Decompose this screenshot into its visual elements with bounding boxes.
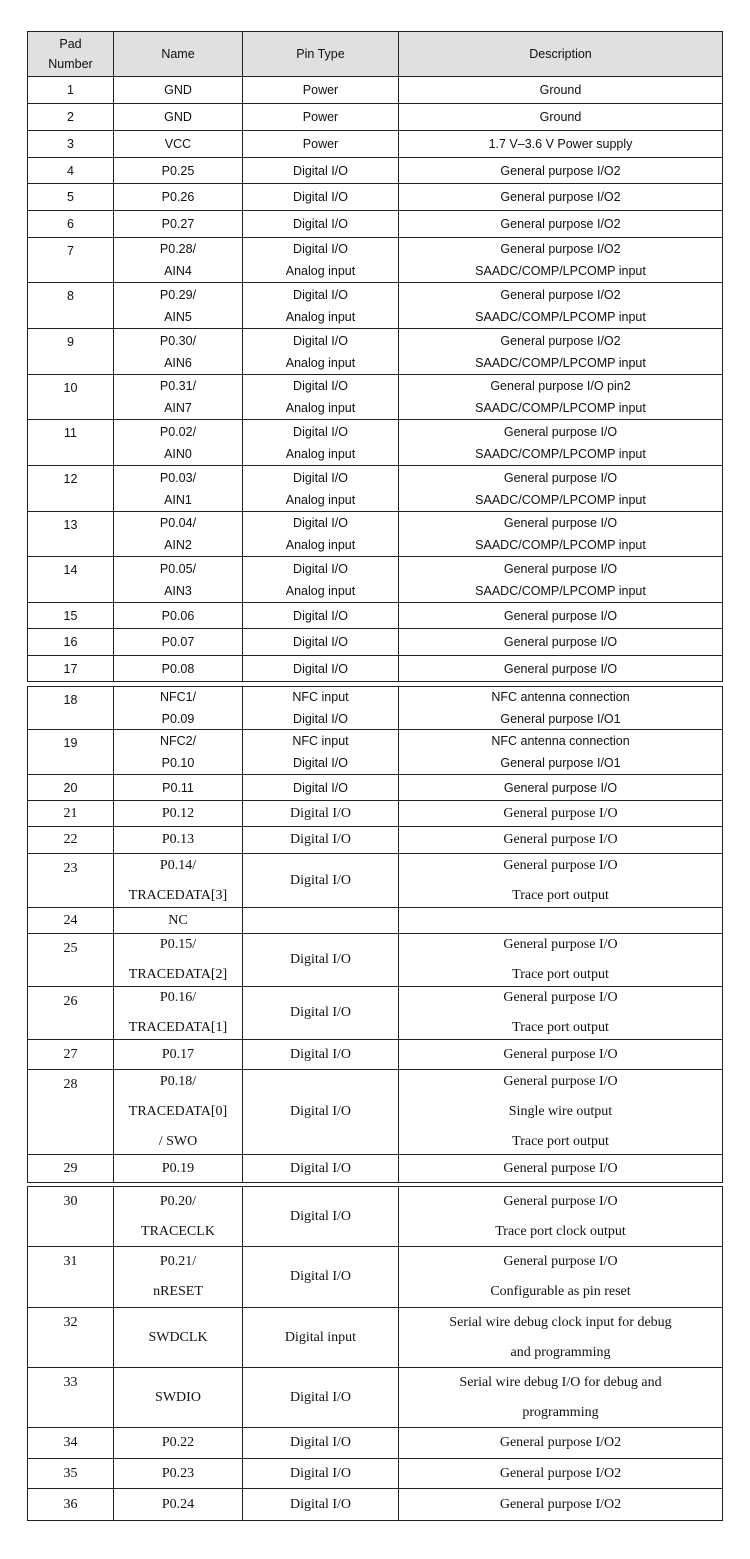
table-row (27, 420, 723, 466)
pad-number-cell: 1 (27, 77, 114, 103)
table-row (27, 1070, 723, 1155)
name-cell: SWDIO (114, 1368, 243, 1427)
pin-type-cell: Digital I/O (243, 158, 399, 183)
name-cell: P0.06 (114, 603, 243, 628)
table-row (27, 603, 723, 629)
name-cell: P0.02/ AIN0 (114, 420, 243, 465)
pad-number-cell: 36 (27, 1489, 114, 1520)
pin-type-cell: Digital I/O (243, 1247, 399, 1307)
name-cell: P0.05/ AIN3 (114, 557, 243, 602)
pad-number-cell: 29 (27, 1155, 114, 1182)
pin-type-cell: Power (243, 77, 399, 103)
table-row (27, 854, 723, 908)
description-cell: NFC antenna connection General purpose I/O1 (399, 730, 723, 774)
table-row (27, 104, 723, 131)
table-row (27, 1186, 723, 1247)
pin-type-cell: Power (243, 131, 399, 157)
pad-number-cell: 27 (27, 1040, 114, 1069)
header-pad-number: Pad Number (27, 32, 114, 76)
pad-number-cell: 9 (27, 329, 114, 374)
description-cell: General purpose I/O Trace port output (399, 987, 723, 1039)
pad-number-cell: 2 (27, 104, 114, 130)
pad-number-cell: 17 (27, 656, 114, 681)
pin-type-cell: Digital I/O (243, 1368, 399, 1427)
description-cell: Ground (399, 104, 723, 130)
name-cell: P0.25 (114, 158, 243, 183)
pin-type-cell: Digital I/O (243, 1040, 399, 1069)
table-header-row (27, 31, 723, 77)
pad-number-cell: 23 (27, 854, 114, 907)
table-row (27, 987, 723, 1040)
pin-type-cell: NFC input Digital I/O (243, 730, 399, 774)
table-row (27, 158, 723, 184)
table-row (27, 512, 723, 557)
description-cell: 1.7 V–3.6 V Power supply (399, 131, 723, 157)
name-cell: NC (114, 908, 243, 933)
pad-number-cell: 7 (27, 238, 114, 282)
pin-type-cell: Digital I/O (243, 603, 399, 628)
table-row (27, 1155, 723, 1183)
pad-number-cell: 34 (27, 1428, 114, 1458)
pad-number-cell: 20 (27, 775, 114, 800)
description-cell: General purpose I/O (399, 801, 723, 826)
table-row (27, 1308, 723, 1368)
name-cell: P0.17 (114, 1040, 243, 1069)
description-cell: General purpose I/O2 (399, 158, 723, 183)
table-row (27, 184, 723, 211)
description-cell: General purpose I/O2 SAADC/COMP/LPCOMP input (399, 238, 723, 282)
table-row (27, 801, 723, 827)
name-cell: P0.30/ AIN6 (114, 329, 243, 374)
description-cell: General purpose I/O (399, 1155, 723, 1182)
pin-type-cell: Digital I/O (243, 1459, 399, 1488)
name-cell: VCC (114, 131, 243, 157)
pad-number-cell: 31 (27, 1247, 114, 1307)
pin-type-cell: Digital I/O Analog input (243, 329, 399, 374)
description-cell: General purpose I/O (399, 1040, 723, 1069)
name-cell: GND (114, 77, 243, 103)
name-cell: P0.14/ TRACEDATA[3] (114, 854, 243, 907)
description-cell: Ground (399, 77, 723, 103)
pin-type-cell: Digital I/O (243, 854, 399, 907)
description-cell: General purpose I/O (399, 629, 723, 655)
pin-type-cell: Digital I/O (243, 656, 399, 681)
pad-number-cell: 33 (27, 1368, 114, 1427)
description-cell: General purpose I/O Trace port clock output (399, 1187, 723, 1246)
description-cell: Serial wire debug clock input for debug and programming (399, 1308, 723, 1367)
table-row (27, 1040, 723, 1070)
description-cell: General purpose I/O2 SAADC/COMP/LPCOMP input (399, 329, 723, 374)
pad-number-cell: 22 (27, 827, 114, 853)
pad-number-cell: 26 (27, 987, 114, 1039)
description-cell: General purpose I/O pin2 SAADC/COMP/LPCOMP input (399, 375, 723, 419)
description-cell: General purpose I/O (399, 775, 723, 800)
description-cell: General purpose I/O (399, 603, 723, 628)
pin-type-cell: Digital I/O (243, 1187, 399, 1246)
pin-type-cell: Digital I/O Analog input (243, 466, 399, 511)
pad-number-cell: 8 (27, 283, 114, 328)
table-row (27, 730, 723, 775)
table-row (27, 775, 723, 801)
description-cell: General purpose I/O SAADC/COMP/LPCOMP input (399, 557, 723, 602)
name-cell: P0.28/ AIN4 (114, 238, 243, 282)
description-cell: General purpose I/O2 (399, 211, 723, 237)
pad-number-cell: 12 (27, 466, 114, 511)
description-cell: General purpose I/O2 (399, 1459, 723, 1488)
table-row (27, 557, 723, 603)
pad-number-cell: 30 (27, 1187, 114, 1246)
table-row (27, 1459, 723, 1489)
description-cell: General purpose I/O2 (399, 1428, 723, 1458)
pad-number-cell: 25 (27, 934, 114, 986)
pin-type-cell: Digital I/O (243, 1428, 399, 1458)
pad-number-cell: 21 (27, 801, 114, 826)
table-row (27, 375, 723, 420)
name-cell: P0.19 (114, 1155, 243, 1182)
name-cell: P0.29/ AIN5 (114, 283, 243, 328)
name-cell: P0.16/ TRACEDATA[1] (114, 987, 243, 1039)
name-cell: P0.13 (114, 827, 243, 853)
name-cell: NFC1/ P0.09 (114, 687, 243, 729)
pin-type-cell: Digital I/O Analog input (243, 420, 399, 465)
table-row (27, 131, 723, 158)
description-cell: General purpose I/O (399, 656, 723, 681)
table-row (27, 77, 723, 104)
pad-number-cell: 14 (27, 557, 114, 602)
pin-type-cell: Digital I/O (243, 775, 399, 800)
pin-type-cell: Digital I/O Analog input (243, 238, 399, 282)
pin-type-cell: Digital input (243, 1308, 399, 1367)
pin-type-cell: Digital I/O (243, 184, 399, 210)
pad-number-cell: 10 (27, 375, 114, 419)
pad-number-cell: 5 (27, 184, 114, 210)
pin-type-cell: Digital I/O Analog input (243, 283, 399, 328)
description-cell: General purpose I/O (399, 827, 723, 853)
table-row (27, 1247, 723, 1308)
table-row (27, 1489, 723, 1521)
pin-type-cell: Digital I/O (243, 827, 399, 853)
pin-type-cell: Digital I/O (243, 987, 399, 1039)
table-row (27, 934, 723, 987)
pin-type-cell: Digital I/O Analog input (243, 512, 399, 556)
description-cell: General purpose I/O SAADC/COMP/LPCOMP input (399, 466, 723, 511)
pad-number-cell: 15 (27, 603, 114, 628)
name-cell: P0.03/ AIN1 (114, 466, 243, 511)
name-cell: P0.12 (114, 801, 243, 826)
pad-number-cell: 24 (27, 908, 114, 933)
name-cell: GND (114, 104, 243, 130)
description-cell: NFC antenna connection General purpose I/O1 (399, 687, 723, 729)
pin-type-cell (243, 908, 399, 933)
description-cell: General purpose I/O2 SAADC/COMP/LPCOMP input (399, 283, 723, 328)
table-row (27, 1428, 723, 1459)
pin-type-cell: Digital I/O (243, 1070, 399, 1154)
table-row (27, 211, 723, 238)
name-cell: P0.08 (114, 656, 243, 681)
pad-number-cell: 35 (27, 1459, 114, 1488)
table-row (27, 686, 723, 730)
pad-number-cell: 18 (27, 687, 114, 729)
table-row (27, 1368, 723, 1428)
name-cell: P0.07 (114, 629, 243, 655)
name-cell: P0.31/ AIN7 (114, 375, 243, 419)
description-cell: General purpose I/O Trace port output (399, 854, 723, 907)
table-row (27, 329, 723, 375)
pad-number-cell: 19 (27, 730, 114, 774)
pin-type-cell: Digital I/O (243, 629, 399, 655)
description-cell: General purpose I/O SAADC/COMP/LPCOMP input (399, 420, 723, 465)
pin-type-cell: NFC input Digital I/O (243, 687, 399, 729)
description-cell: Serial wire debug I/O for debug and programming (399, 1368, 723, 1427)
name-cell: P0.26 (114, 184, 243, 210)
pin-type-cell: Digital I/O Analog input (243, 375, 399, 419)
pin-type-cell: Power (243, 104, 399, 130)
header-name: Name (114, 32, 243, 76)
name-cell: P0.27 (114, 211, 243, 237)
pad-number-cell: 3 (27, 131, 114, 157)
description-cell: General purpose I/O2 (399, 1489, 723, 1520)
table-row (27, 283, 723, 329)
name-cell: NFC2/ P0.10 (114, 730, 243, 774)
pad-number-cell: 4 (27, 158, 114, 183)
pad-number-cell: 16 (27, 629, 114, 655)
name-cell: P0.04/ AIN2 (114, 512, 243, 556)
name-cell: SWDCLK (114, 1308, 243, 1367)
description-cell: General purpose I/O Configurable as pin reset (399, 1247, 723, 1307)
pin-type-cell: Digital I/O (243, 934, 399, 986)
name-cell: P0.21/ nRESET (114, 1247, 243, 1307)
header-description: Description (399, 32, 723, 76)
header-pin-type: Pin Type (243, 32, 399, 76)
pin-type-cell: Digital I/O Analog input (243, 557, 399, 602)
name-cell: P0.18/ TRACEDATA[0] / SWO (114, 1070, 243, 1154)
description-cell: General purpose I/O2 (399, 184, 723, 210)
pad-number-cell: 28 (27, 1070, 114, 1154)
name-cell: P0.15/ TRACEDATA[2] (114, 934, 243, 986)
pin-type-cell: Digital I/O (243, 1489, 399, 1520)
name-cell: P0.23 (114, 1459, 243, 1488)
pad-number-cell: 11 (27, 420, 114, 465)
pad-number-cell: 13 (27, 512, 114, 556)
table-row (27, 656, 723, 682)
table-row (27, 466, 723, 512)
pin-type-cell: Digital I/O (243, 1155, 399, 1182)
description-cell: General purpose I/O SAADC/COMP/LPCOMP input (399, 512, 723, 556)
name-cell: P0.11 (114, 775, 243, 800)
name-cell: P0.24 (114, 1489, 243, 1520)
pin-type-cell: Digital I/O (243, 801, 399, 826)
description-cell: General purpose I/O Single wire output Trace port output (399, 1070, 723, 1154)
pad-number-cell: 32 (27, 1308, 114, 1367)
pin-type-cell: Digital I/O (243, 211, 399, 237)
table-row (27, 238, 723, 283)
table-row (27, 629, 723, 656)
name-cell: P0.22 (114, 1428, 243, 1458)
name-cell: P0.20/ TRACECLK (114, 1187, 243, 1246)
description-cell: General purpose I/O Trace port output (399, 934, 723, 986)
pad-number-cell: 6 (27, 211, 114, 237)
